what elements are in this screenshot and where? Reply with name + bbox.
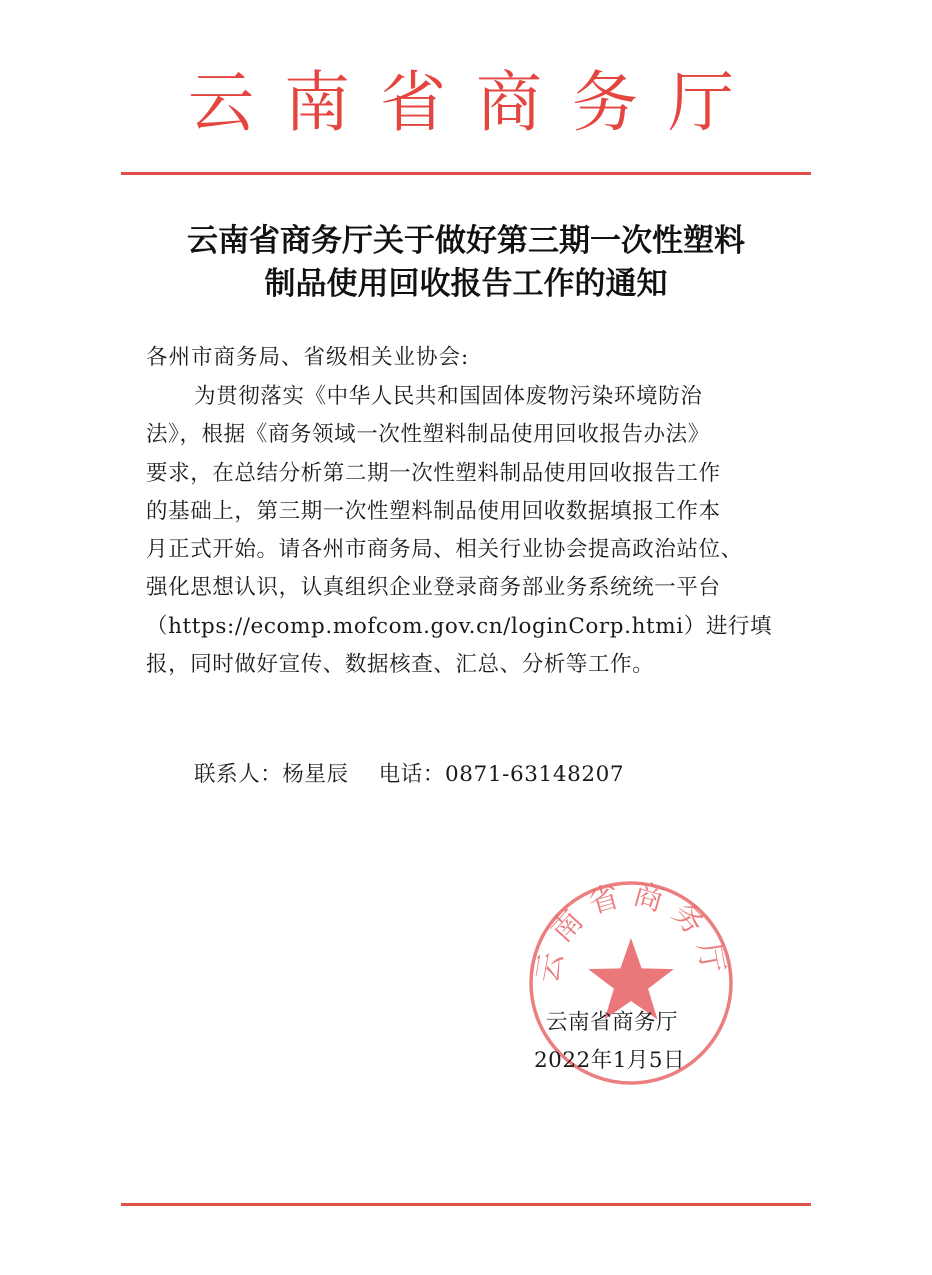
signature-date: 2022年1月5日 [534,1048,686,1073]
body-line: 的基础上，第三期一次性塑料制品使用回收数据填报工作本 [146,498,721,524]
body-line: 为贯彻落实《中华人民共和国固体废物污染环境防治 [194,384,703,409]
contact-person: 联系人：杨星辰 [194,762,349,787]
contact-info [194,757,624,788]
body-paragraph [146,378,796,684]
body-line: 要求，在总结分析第二期一次性塑料制品使用回收报告工作 [146,460,721,486]
title-line-2: 制品使用回收报告工作的通知 [264,266,668,302]
letterhead-rule [121,172,811,175]
title-line-1: 云南省商务厅关于做好第三期一次性塑料 [187,223,745,259]
body-line: 强化思想认识，认真组织企业登录商务部业务系统统一平台 [146,575,721,601]
body-line: 月正式开始。请各州市商务局、相关行业协会提高政治站位、 [146,537,743,563]
contact-phone: 电话：0871-63148207 [378,762,625,787]
seal-text: 云南省商务厅 [530,878,732,986]
footer-rule [121,1203,811,1206]
document-title [0,220,932,306]
recipient-line: 各州市商务局、省级相关业协会: [146,345,470,370]
body-line: 报，同时做好宣传、数据核查、汇总、分析等工作。 [146,652,655,678]
body-line: （https://ecomp.mofcom.gov.cn/loginCorp.htmi）进行填 [146,613,773,639]
body-line: 法》，根据《商务领域一次性塑料制品使用回收报告办法》 [146,422,710,448]
agency-letterhead: 云南省商务厅 [188,64,764,141]
signature-org: 云南省商务厅 [546,1010,679,1035]
